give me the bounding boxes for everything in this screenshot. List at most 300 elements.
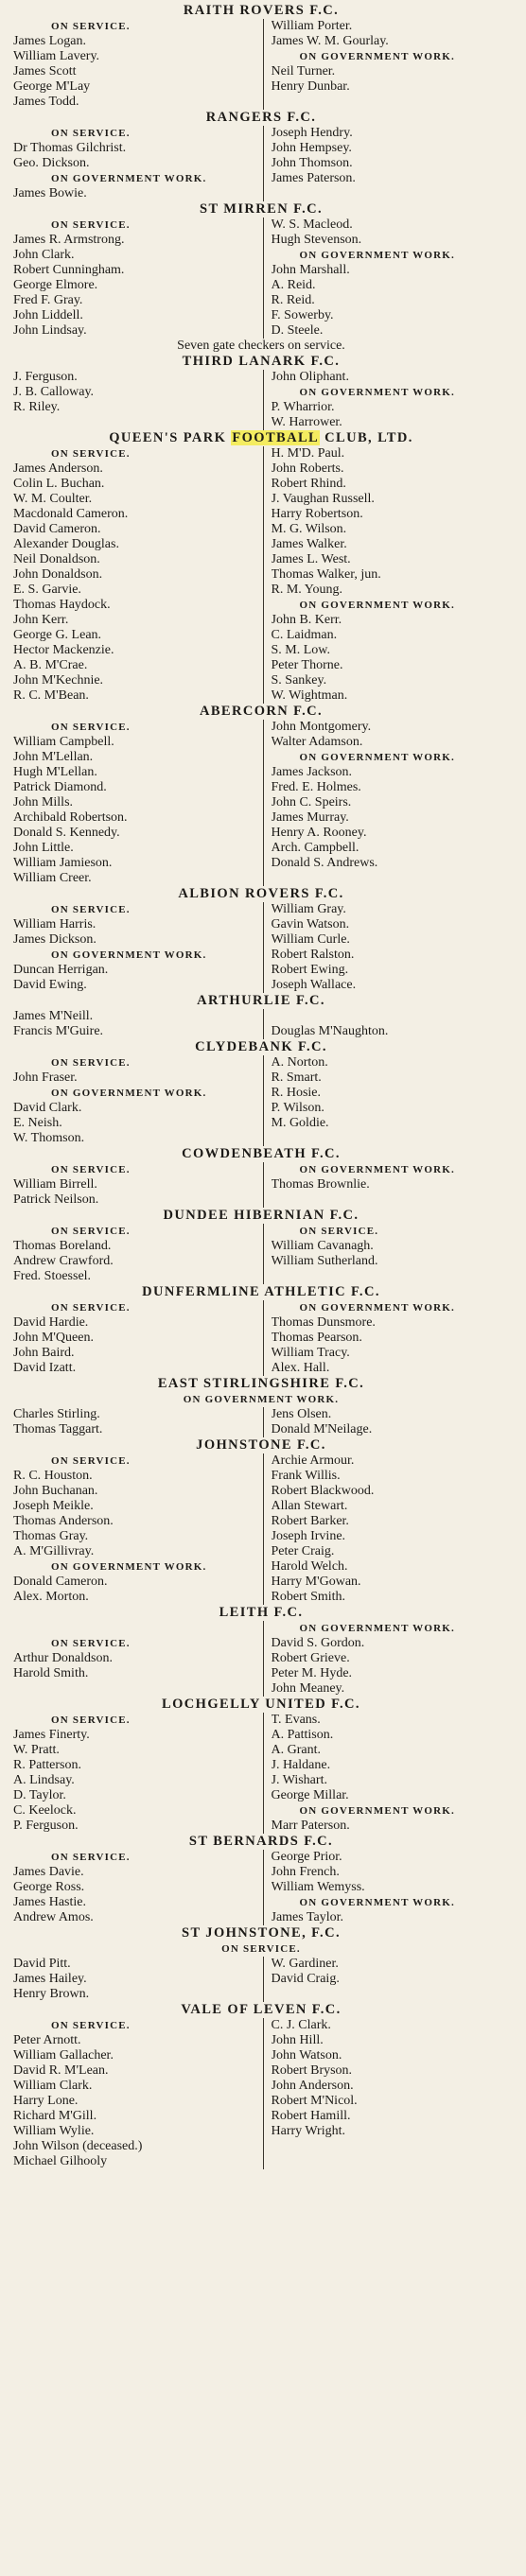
left-column: [6, 218, 263, 339]
player-name: John Mills.: [13, 795, 74, 809]
club-section-st-mirren-f-c: [6, 201, 517, 354]
player-name: John Roberts.: [271, 461, 344, 476]
category-heading: ON SERVICE.: [51, 2020, 131, 2031]
player-name: Joseph Irvine.: [271, 1529, 346, 1543]
two-column-list: [6, 1300, 517, 1376]
two-column-list: [6, 446, 517, 704]
right-column: [263, 1453, 517, 1605]
category-heading: ON SERVICE.: [51, 128, 131, 139]
player-name: James L. West.: [271, 552, 351, 566]
player-name: R. Riley.: [13, 400, 61, 414]
player-name: J. Ferguson.: [13, 370, 78, 384]
player-name: John Hempsey.: [271, 141, 352, 155]
player-name: John B. Kerr.: [271, 613, 342, 627]
player-name: A. Grant.: [271, 1743, 321, 1757]
player-name: M. Goldie.: [271, 1116, 329, 1130]
player-name: George Ross.: [13, 1880, 85, 1894]
player-name: Jens Olsen.: [271, 1407, 332, 1421]
player-name: Duncan Herrigan.: [13, 963, 109, 977]
player-name: Donald Cameron.: [13, 1575, 108, 1589]
section-note: Seven gate checkers on service.: [177, 339, 345, 353]
two-column-list: [6, 1957, 517, 2002]
player-name: John Anderson.: [271, 2079, 354, 2093]
player-name: Robert Hamill.: [271, 2109, 351, 2123]
right-column: [263, 902, 517, 993]
player-name: J. Haldane.: [271, 1758, 331, 1772]
player-name: Thomas Pearson.: [271, 1331, 362, 1345]
right-column: [263, 1713, 517, 1834]
player-name: Henry A. Rooney.: [271, 826, 367, 840]
player-name: John Fraser.: [13, 1070, 78, 1085]
category-heading: ON SERVICE.: [51, 1638, 131, 1649]
club-title: ALBION ROVERS F.C.: [178, 886, 344, 901]
player-name: Joseph Hendry.: [271, 126, 353, 140]
player-name: Robert Smith.: [271, 1590, 346, 1604]
player-name: F. Sowerby.: [271, 308, 334, 322]
player-name: P. Ferguson.: [13, 1819, 79, 1833]
category-heading: ON SERVICE.: [51, 1714, 131, 1726]
category-heading: ON SERVICE.: [51, 1852, 131, 1863]
player-name: John Oliphant.: [271, 370, 349, 384]
player-name: Thomas Boreland.: [13, 1239, 112, 1253]
two-column-list: [6, 370, 517, 430]
category-heading: ON SERVICE.: [51, 1164, 131, 1175]
player-name: Peter Arnott.: [13, 2033, 81, 2047]
player-name: J. Wishart.: [271, 1773, 327, 1787]
club-section-clydebank-f-c: [6, 1039, 517, 1146]
two-column-list: [6, 1453, 517, 1605]
player-name: John C. Speirs.: [271, 795, 352, 809]
left-column: [6, 1850, 263, 1925]
category-heading: ON GOVERNMENT WORK.: [299, 1164, 455, 1175]
category-heading: ON SERVICE.: [51, 21, 131, 32]
title-part: QUEEN'S PARK: [109, 430, 232, 445]
left-column: [6, 720, 263, 886]
right-column: [263, 370, 517, 430]
club-title: ABERCORN F.C.: [199, 704, 324, 719]
player-name: William Sutherland.: [271, 1254, 378, 1268]
right-column: [263, 2018, 517, 2169]
club-title: RANGERS F.C.: [205, 110, 317, 125]
right-column: [263, 126, 517, 201]
two-column-list: [6, 2018, 517, 2169]
player-name: Michael Gilhooly: [13, 2154, 108, 2168]
player-name: Marr Paterson.: [271, 1819, 350, 1833]
player-name: James Anderson.: [13, 461, 103, 476]
player-name: George M'Lay: [13, 79, 91, 94]
player-name: James R. Armstrong.: [13, 233, 125, 247]
category-heading: ON SERVICE.: [51, 1226, 131, 1237]
player-name: William Tracy.: [271, 1346, 350, 1360]
club-title: JOHNSTONE F.C.: [196, 1437, 326, 1453]
player-name: John Montgomery.: [271, 720, 372, 734]
club-section-third-lanark-f-c: [6, 354, 517, 430]
player-name: R. Hosie.: [271, 1086, 321, 1100]
club-title: COWDENBEATH F.C.: [182, 1146, 341, 1161]
player-name: Fred. Stoessel.: [13, 1269, 92, 1283]
two-column-list: [6, 126, 517, 201]
club-section-dundee-hibernian-f-c: [6, 1208, 517, 1284]
club-title: DUNFERMLINE ATHLETIC F.C.: [142, 1284, 380, 1299]
club-title: [6, 430, 517, 446]
player-name: James Murray.: [271, 810, 349, 825]
club-title: DUNDEE HIBERNIAN F.C.: [163, 1208, 359, 1223]
player-name: David Clark.: [13, 1101, 82, 1115]
player-name: Andrew Crawford.: [13, 1254, 114, 1268]
player-name: Joseph Meikle.: [13, 1499, 94, 1513]
player-name: James Dickson.: [13, 932, 96, 947]
left-column: [6, 1300, 263, 1376]
left-column: [6, 1713, 263, 1834]
category-heading: ON SERVICE.: [51, 448, 131, 460]
player-name: Francis M'Guire.: [13, 1024, 104, 1038]
two-column-list: [6, 1055, 517, 1146]
player-name: John Buchanan.: [13, 1484, 98, 1498]
player-name: Neil Turner.: [271, 64, 336, 78]
club-title: ST JOHNSTONE, F.C.: [182, 1925, 341, 1941]
player-name: William Wylie.: [13, 2124, 95, 2138]
player-name: George Millar.: [271, 1788, 349, 1802]
club-title: ARTHURLIE F.C.: [197, 993, 325, 1008]
right-column: [263, 1009, 517, 1039]
player-name: George Prior.: [271, 1850, 342, 1864]
club-section-abercorn-f-c: [6, 704, 517, 886]
player-name: Harry Robertson.: [271, 507, 363, 521]
player-name: Peter Thorne.: [271, 658, 343, 672]
player-name: Robert Cunningham.: [13, 263, 125, 277]
player-name: R. Smart.: [271, 1070, 322, 1085]
player-name: E. S. Garvie.: [13, 583, 81, 597]
player-name: John M'Lellan.: [13, 750, 94, 764]
club-title: VALE OF LEVEN F.C.: [181, 2002, 342, 2017]
player-name: A. Norton.: [271, 1055, 328, 1070]
player-name: William Curle.: [271, 932, 350, 947]
player-name: P. Wharrior.: [271, 400, 335, 414]
club-section-st-johnstone-f-c: [6, 1925, 517, 2002]
player-name: Thomas Taggart.: [13, 1422, 103, 1436]
right-column: [263, 218, 517, 339]
player-name: John French.: [271, 1865, 340, 1879]
player-name: James Walker.: [271, 537, 347, 551]
player-name: James Scott: [13, 64, 77, 78]
two-column-list: [6, 1162, 517, 1208]
player-name: William Gray.: [271, 902, 346, 916]
club-title: ST MIRREN F.C.: [200, 201, 323, 217]
category-heading: ON GOVERNMENT WORK.: [299, 1302, 455, 1314]
player-name: Frank Willis.: [271, 1469, 341, 1483]
category-heading: ON GOVERNMENT WORK.: [299, 1623, 455, 1634]
player-name: Alex. Hall.: [271, 1361, 330, 1375]
player-name: A. M'Gillivray.: [13, 1544, 95, 1558]
player-name: Thomas Brownlie.: [271, 1177, 370, 1192]
two-column-list: [6, 902, 517, 993]
player-name: Robert Grieve.: [271, 1651, 350, 1665]
player-name: Harry Lone.: [13, 2094, 79, 2108]
club-section-dunfermline-athletic-f-c: [6, 1284, 517, 1376]
player-name: Robert Ewing.: [271, 963, 349, 977]
player-name: William Jamieson.: [13, 856, 113, 870]
player-name: Archie Armour.: [271, 1453, 355, 1468]
category-heading: ON GOVERNMENT WORK.: [299, 1805, 455, 1817]
player-name: John Liddell.: [13, 308, 83, 322]
player-name: C. Keelock.: [13, 1803, 77, 1818]
player-name: Robert Bryson.: [271, 2063, 353, 2078]
player-name: [272, 1009, 517, 1024]
player-name: J. B. Calloway.: [13, 385, 95, 399]
player-name: Peter M. Hyde.: [271, 1666, 353, 1680]
category-heading: ON GOVERNMENT WORK.: [299, 1897, 455, 1908]
club-section-cowdenbeath-f-c: [6, 1146, 517, 1208]
club-title: THIRD LANARK F.C.: [182, 354, 341, 369]
right-column: [263, 1407, 517, 1437]
club-section-johnstone-f-c: [6, 1437, 517, 1605]
player-name: Neil Donaldson.: [13, 552, 100, 566]
club-section-rangers-f-c: [6, 110, 517, 201]
right-column: [263, 1224, 517, 1284]
right-column: [263, 720, 517, 886]
title-part: CLUB, LTD.: [320, 430, 413, 445]
club-title: ST BERNARDS F.C.: [188, 1834, 334, 1849]
player-name: William Gallacher.: [13, 2048, 114, 2063]
category-heading: ON SERVICE.: [51, 219, 131, 231]
player-name: Peter Craig.: [271, 1544, 335, 1558]
player-name: W. Wightman.: [271, 688, 348, 703]
right-column: [263, 1162, 517, 1208]
player-name: James Hastie.: [13, 1895, 86, 1909]
player-name: Fred. E. Holmes.: [271, 780, 361, 794]
player-name: David Izatt.: [13, 1361, 77, 1375]
player-name: John Clark.: [13, 248, 75, 262]
category-heading: ON GOVERNMENT WORK.: [51, 949, 207, 961]
category-heading: ON SERVICE.: [51, 1455, 131, 1467]
player-name: D. Steele.: [271, 323, 324, 338]
player-name: Fred F. Gray.: [13, 293, 83, 307]
two-column-list: [6, 1224, 517, 1284]
category-heading: ON GOVERNMENT WORK.: [183, 1394, 340, 1405]
player-name: Allan Stewart.: [271, 1499, 348, 1513]
player-name: Douglas M'Naughton.: [271, 1024, 389, 1038]
player-name: Gavin Watson.: [271, 917, 350, 931]
category-heading: ON GOVERNMENT WORK.: [299, 752, 455, 763]
player-name: R. C. M'Bean.: [13, 688, 89, 703]
player-name: William Harris.: [13, 917, 96, 931]
player-name: John Donaldson.: [13, 567, 103, 582]
player-name: David R. M'Lean.: [13, 2063, 109, 2078]
player-name: Macdonald Cameron.: [13, 507, 129, 521]
right-column: [263, 1300, 517, 1376]
player-name: Donald S. Kennedy.: [13, 826, 120, 840]
player-name: John Kerr.: [13, 613, 69, 627]
player-name: Robert Blackwood.: [271, 1484, 375, 1498]
player-name: Harry M'Gowan.: [271, 1575, 361, 1589]
right-column: [263, 1621, 517, 1697]
player-name: Geo. Dickson.: [13, 156, 90, 170]
player-name: David S. Gordon.: [271, 1636, 365, 1650]
left-column: [6, 902, 263, 993]
player-name: Thomas Walker, jun.: [271, 567, 381, 582]
player-name: Alexander Douglas.: [13, 537, 119, 551]
right-column: [263, 1957, 517, 2002]
category-heading: ON GOVERNMENT WORK.: [51, 173, 207, 184]
player-name: A. Pattison.: [271, 1728, 334, 1742]
left-column: [6, 2018, 263, 2169]
club-section-albion-rovers-f-c: [6, 886, 517, 993]
player-name: Arch. Campbell.: [271, 841, 359, 855]
player-name: J. Vaughan Russell.: [271, 492, 375, 506]
player-name: Richard M'Gill.: [13, 2109, 97, 2123]
player-name: S. M. Low.: [271, 643, 330, 657]
player-name: [13, 1621, 259, 1636]
two-column-list: [6, 1009, 517, 1039]
left-column: [6, 1162, 263, 1208]
player-name: James Paterson.: [271, 171, 356, 185]
player-name: Henry Brown.: [13, 1987, 90, 2001]
player-name: John Meaney.: [271, 1681, 345, 1696]
club-title: CLYDEBANK F.C.: [195, 1039, 327, 1054]
category-heading: ON GOVERNMENT WORK.: [51, 1088, 207, 1099]
player-name: James Davie.: [13, 1865, 84, 1879]
left-column: [6, 446, 263, 704]
category-heading: ON SERVICE.: [51, 1057, 131, 1069]
player-name: Hugh M'Lellan.: [13, 765, 97, 779]
player-name: H. M'D. Paul.: [271, 446, 345, 461]
player-name: John Wilson (deceased.): [13, 2139, 143, 2153]
player-name: John Watson.: [271, 2048, 342, 2063]
club-title: RAITH ROVERS F.C.: [183, 3, 340, 18]
left-column: [6, 1407, 263, 1437]
player-name: James Finerty.: [13, 1728, 90, 1742]
club-title: EAST STIRLINGSHIRE F.C.: [157, 1376, 365, 1391]
club-section-st-bernards-f-c: [6, 1834, 517, 1925]
two-column-list: [6, 1621, 517, 1697]
player-name: George Elmore.: [13, 278, 98, 292]
player-name: Charles Stirling.: [13, 1407, 100, 1421]
player-name: James Logan.: [13, 34, 86, 48]
player-name: E. Neish.: [13, 1116, 62, 1130]
player-name: David Cameron.: [13, 522, 101, 536]
player-name: A. Reid.: [271, 278, 316, 292]
player-name: A. B. M'Crae.: [13, 658, 88, 672]
player-name: David Pitt.: [13, 1957, 71, 1971]
category-heading: ON SERVICE.: [299, 1226, 379, 1237]
player-name: M. G. Wilson.: [271, 522, 347, 536]
player-name: John Marshall.: [271, 263, 350, 277]
player-name: Robert Ralston.: [271, 948, 355, 962]
category-heading: ON GOVERNMENT WORK.: [51, 1561, 207, 1573]
player-name: W. Thomson.: [13, 1131, 85, 1145]
player-name: Henry Dunbar.: [271, 79, 350, 94]
player-name: A. Lindsay.: [13, 1773, 75, 1787]
club-section-east-stirlingshire-f-c: [6, 1376, 517, 1437]
player-name: Donald S. Andrews.: [271, 856, 378, 870]
player-name: William Cavanagh.: [271, 1239, 374, 1253]
player-name: Dr Thomas Gilchrist.: [13, 141, 127, 155]
category-heading: ON SERVICE.: [221, 1943, 301, 1955]
two-column-list: [6, 1407, 517, 1437]
player-name: Patrick Diamond.: [13, 780, 107, 794]
player-name: W. Gardiner.: [271, 1957, 339, 1971]
player-name: Harold Welch.: [271, 1559, 348, 1574]
left-column: [6, 1224, 263, 1284]
player-name: James Jackson.: [271, 765, 353, 779]
player-name: R. Patterson.: [13, 1758, 81, 1772]
player-name: W. M. Coulter.: [13, 492, 93, 506]
player-name: George G. Lean.: [13, 628, 102, 642]
player-name: R. M. Young.: [271, 583, 342, 597]
two-column-list: [6, 19, 517, 110]
player-name: John Hill.: [271, 2033, 324, 2047]
player-name: Thomas Dunsmore.: [271, 1315, 376, 1330]
player-name: John M'Queen.: [13, 1331, 94, 1345]
club-section-leith-f-c: [6, 1605, 517, 1697]
player-name: William Creer.: [13, 871, 92, 885]
player-name: James W. M. Gourlay.: [271, 34, 389, 48]
category-heading: ON SERVICE.: [51, 722, 131, 733]
player-name: W. S. Macleod.: [271, 218, 353, 232]
left-column: [6, 1621, 263, 1697]
left-column: [6, 370, 263, 430]
player-name: Harry Wright.: [271, 2124, 345, 2138]
player-name: W. Harrower.: [271, 415, 342, 429]
player-name: C. J. Clark.: [271, 2018, 331, 2032]
player-name: John Baird.: [13, 1346, 75, 1360]
player-name: P. Wilson.: [271, 1101, 324, 1115]
club-section-lochgelly-united-f-c: [6, 1697, 517, 1834]
left-column: [6, 1453, 263, 1605]
highlighted-word: FOOTBALL: [232, 430, 320, 445]
left-column: [6, 1009, 263, 1039]
category-heading: ON GOVERNMENT WORK.: [299, 51, 455, 62]
player-name: William Lavery.: [13, 49, 100, 63]
player-name: C. Laidman.: [271, 628, 338, 642]
player-name: John M'Kechnie.: [13, 673, 104, 688]
player-name: Robert Barker.: [271, 1514, 349, 1528]
player-name: Thomas Gray.: [13, 1529, 89, 1543]
club-section-vale-of-leven-f-c: [6, 2002, 517, 2169]
club-section-arthurlie-f-c: [6, 993, 517, 1039]
club-section-queen-s-park-football-club-ltd: [6, 430, 517, 704]
player-name: Walter Adamson.: [271, 735, 363, 749]
left-column: [6, 19, 263, 110]
category-heading: ON GOVERNMENT WORK.: [299, 600, 455, 611]
player-name: David Craig.: [271, 1972, 340, 1986]
left-column: [6, 1055, 263, 1146]
category-heading: ON SERVICE.: [51, 1302, 131, 1314]
player-name: D. Taylor.: [13, 1788, 66, 1802]
two-column-list: [6, 1850, 517, 1925]
player-name: David Hardie.: [13, 1315, 89, 1330]
player-name: Alex. Morton.: [13, 1590, 89, 1604]
player-name: James Bowie.: [13, 186, 87, 200]
player-name: James M'Neill.: [13, 1009, 94, 1023]
player-name: William Wemyss.: [271, 1880, 365, 1894]
club-title: LEITH F.C.: [219, 1605, 304, 1620]
player-name: William Porter.: [271, 19, 353, 33]
player-name: Robert Rhind.: [271, 477, 346, 491]
player-name: James Todd.: [13, 95, 79, 109]
left-column: [6, 1957, 263, 2002]
right-column: [263, 446, 517, 704]
right-column: [263, 1055, 517, 1146]
two-column-list: [6, 1713, 517, 1834]
player-name: James Hailey.: [13, 1972, 87, 1986]
player-name: Donald M'Neilage.: [271, 1422, 373, 1436]
player-name: Thomas Haydock.: [13, 598, 111, 612]
two-column-list: [6, 218, 517, 339]
player-name: W. Pratt.: [13, 1743, 60, 1757]
player-name: Arthur Donaldson.: [13, 1651, 113, 1665]
player-name: Robert M'Nicol.: [271, 2094, 358, 2108]
